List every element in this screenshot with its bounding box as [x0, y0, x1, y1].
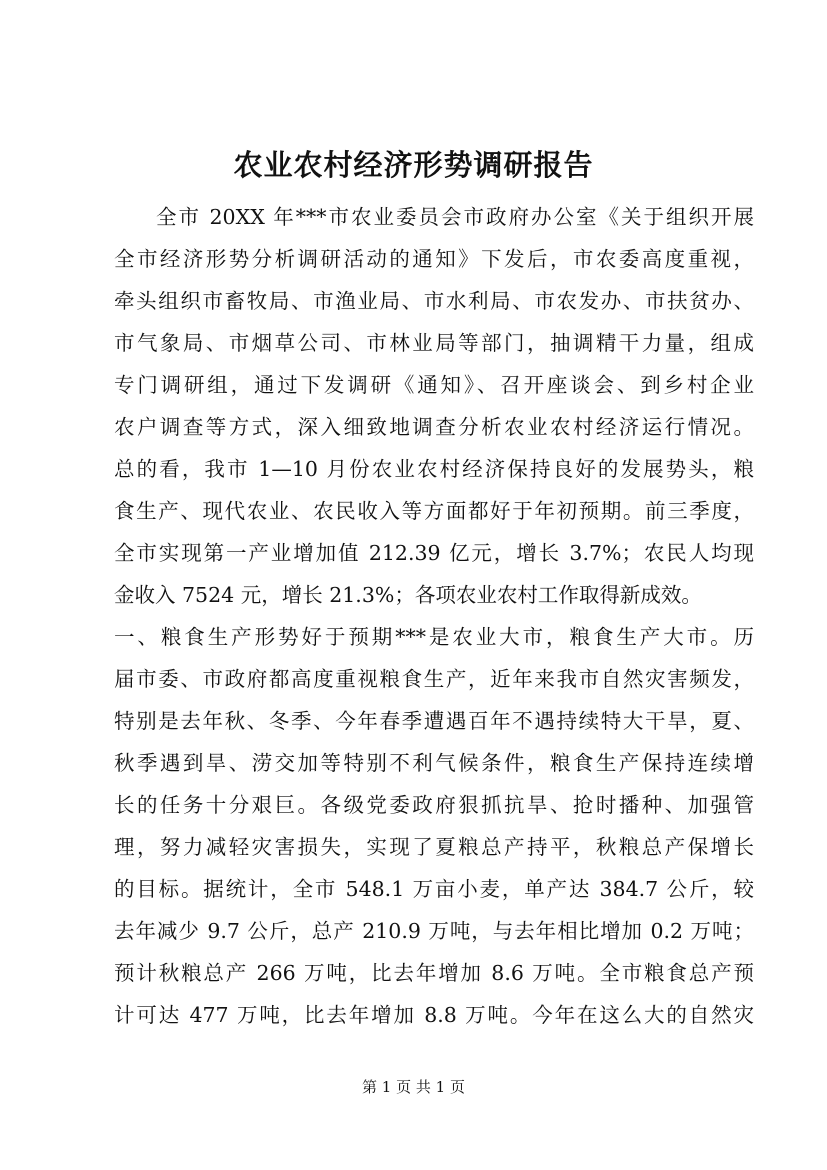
body-line: 一、粮食生产形势好于预期***是农业大市，粮食生产大市。历	[114, 625, 754, 649]
body-line: 特别是去年秋、冬季、今年春季遭遇百年不遇持续特大干旱，夏、	[114, 709, 754, 733]
body-line: 食生产、现代农业、农民收入等方面都好于年初预期。前三季度，	[114, 499, 754, 523]
body-line: 的目标。据统计，全市 548.1 万亩小麦，单产达 384.7 公斤，较	[114, 877, 754, 901]
document-title: 农业农村经济形势调研报告	[233, 148, 594, 182]
body-line: 预计秋粮总产 266 万吨，比去年增加 8.6 万吨。全市粮食总产预	[114, 961, 754, 985]
body-line: 总的看，我市 1—10 月份农业农村经济保持良好的发展势头，粮	[114, 457, 754, 481]
document-body	[114, 196, 754, 1036]
body-line: 理，努力减轻灾害损失，实现了夏粮总产持平，秋粮总产保增长	[114, 835, 754, 859]
body-line: 农户调查等方式，深入细致地调查分析农业农村经济运行情况。	[114, 415, 754, 439]
body-line: 全市 20XX 年***市农业委员会市政府办公室《关于组织开展	[156, 205, 754, 229]
body-line: 金收入 7524 元，增长 21.3%；各项农业农村工作取得新成效。	[114, 583, 702, 607]
body-line: 届市委、市政府都高度重视粮食生产，近年来我市自然灾害频发，	[114, 667, 754, 691]
body-line: 秋季遇到旱、涝交加等特别不利气候条件，粮食生产保持连续增	[114, 751, 754, 775]
body-line: 去年减少 9.7 公斤，总产 210.9 万吨，与去年相比增加 0.2 万吨；	[114, 919, 754, 943]
body-line: 专门调研组，通过下发调研《通知》、召开座谈会、到乡村企业	[114, 373, 754, 397]
body-line: 全市实现第一产业增加值 212.39 亿元，增长 3.7%；农民人均现	[114, 541, 754, 565]
body-line: 计可达 477 万吨，比去年增加 8.8 万吨。今年在这么大的自然灾	[114, 1003, 754, 1027]
body-line: 长的任务十分艰巨。各级党委政府狠抓抗旱、抢时播种、加强管	[114, 793, 754, 817]
body-line: 全市经济形势分析调研活动的通知》下发后，市农委高度重视，	[114, 247, 754, 271]
body-line: 牵头组织市畜牧局、市渔业局、市水利局、市农发办、市扶贫办、	[114, 289, 754, 313]
page-footer: 第 1 页 共 1 页	[362, 1078, 465, 1096]
body-line: 市气象局、市烟草公司、市林业局等部门，抽调精干力量，组成	[114, 331, 754, 355]
